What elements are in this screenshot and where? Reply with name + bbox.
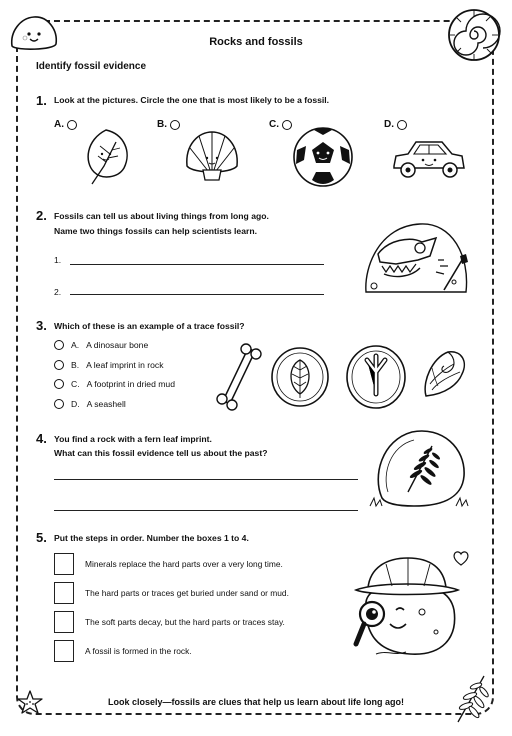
option-b-circle[interactable]	[170, 120, 180, 130]
seashell-icon[interactable]	[181, 128, 243, 184]
leaf-icon[interactable]	[78, 126, 134, 188]
q3-choice-c[interactable]	[54, 377, 175, 391]
q2-number: 2.	[36, 208, 47, 223]
option-a-label: A.	[54, 119, 64, 130]
choice-b-text: A leaf imprint in rock	[86, 360, 164, 370]
step-4-text: A fossil is formed in the rock.	[85, 646, 192, 656]
q4-answer-line-2[interactable]	[54, 510, 358, 511]
q3-number: 3.	[36, 318, 47, 333]
choice-a-text: A dinosaur bone	[86, 340, 149, 350]
q4-number: 4.	[36, 431, 47, 446]
q1-number: 1.	[36, 93, 47, 108]
step-2-text: The hard parts or traces get buried under sand or mud.	[85, 588, 289, 598]
q4-line2: What can this fossil evidence tell us about the past?	[54, 448, 268, 458]
choice-d-radio[interactable]	[54, 399, 64, 409]
q1-option-d[interactable]	[384, 119, 407, 130]
option-a-circle[interactable]	[67, 120, 77, 130]
step-1-order-box[interactable]	[54, 553, 74, 575]
q5-number: 5.	[36, 530, 47, 545]
step-4-order-box[interactable]	[54, 640, 74, 662]
ammonite-icon	[445, 6, 503, 64]
q3-choice-d[interactable]	[54, 397, 126, 411]
option-b-label: B.	[157, 119, 167, 130]
option-c-label: C.	[269, 119, 279, 130]
q3-text: Which of these is an example of a trace fossil?	[54, 321, 245, 331]
footer-message: Look closely—fossils are clues that help us learn about life long ago!	[107, 697, 405, 707]
q2-answer-line-2[interactable]	[70, 294, 324, 295]
q3-choice-a[interactable]	[54, 338, 148, 352]
choice-a-radio[interactable]	[54, 340, 64, 350]
spiral-shell-icon	[418, 346, 470, 404]
choice-d-text: A seashell	[86, 399, 126, 409]
step-2-order-box[interactable]	[54, 582, 74, 604]
choice-c-text: A footprint in dried mud	[86, 379, 175, 389]
fern-fossil-rock-icon	[368, 426, 472, 512]
choice-b-radio[interactable]	[54, 360, 64, 370]
q1-option-c[interactable]	[269, 119, 292, 130]
q1-option-a[interactable]	[54, 119, 77, 130]
footprint-stone-icon	[345, 344, 407, 410]
dinosaur-skull-fossil-icon	[360, 216, 472, 300]
q2-blank1-label: 1.	[54, 255, 62, 265]
choice-d-letter: D.	[71, 399, 80, 409]
step-3-text: The soft parts decay, but the hard parts or traces stay.	[85, 617, 285, 627]
soccer-ball-icon[interactable]	[292, 126, 354, 188]
q5-text: Put the steps in order. Number the boxes 1 to 4.	[54, 533, 249, 543]
bone-icon	[214, 343, 268, 413]
leaf-imprint-stone-icon	[270, 346, 330, 408]
q2-line1: Fossils can tell us about living things from long ago.	[54, 211, 269, 221]
choice-c-letter: C.	[71, 379, 80, 389]
worksheet-title: Rocks and fossils	[209, 36, 303, 48]
option-d-label: D.	[384, 119, 394, 130]
q3-choice-b[interactable]	[54, 358, 164, 372]
explorer-rock-mascot-icon	[346, 552, 462, 660]
q2-blank2-label: 2.	[54, 287, 62, 297]
step-1-text: Minerals replace the hard parts over a very long time.	[85, 559, 283, 569]
q2-line2: Name two things fossils can help scientists learn.	[54, 226, 257, 236]
q1-option-b[interactable]	[157, 119, 180, 130]
option-c-circle[interactable]	[282, 120, 292, 130]
q4-answer-line-1[interactable]	[54, 479, 358, 480]
choice-c-radio[interactable]	[54, 379, 64, 389]
option-d-circle[interactable]	[397, 120, 407, 130]
choice-a-letter: A.	[71, 340, 80, 350]
step-3-order-box[interactable]	[54, 611, 74, 633]
q2-answer-line-1[interactable]	[70, 264, 324, 265]
q1-text: Look at the pictures. Circle the one that is most likely to be a fossil.	[54, 95, 330, 105]
car-icon[interactable]	[390, 136, 468, 184]
section-subtitle: Identify fossil evidence	[36, 61, 147, 72]
q4-line1: You find a rock with a fern leaf imprint.	[54, 434, 212, 444]
choice-b-letter: B.	[71, 360, 80, 370]
